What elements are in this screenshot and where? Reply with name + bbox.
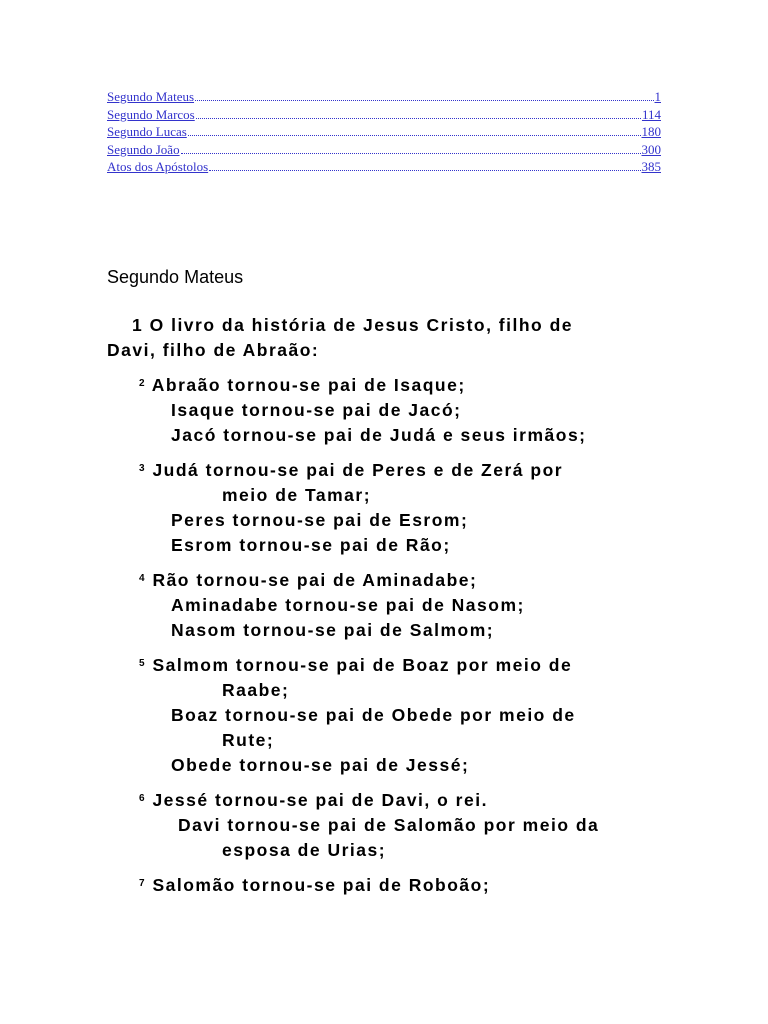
toc-entry-page[interactable]: 180 <box>641 124 661 139</box>
book-title: Segundo Mateus <box>107 267 244 287</box>
verse-5-line-2: Raabe; <box>222 680 290 700</box>
verse-7-line-1 <box>139 873 490 898</box>
intro-text: O livro da história de Jesus Cristo, filho de <box>149 315 574 335</box>
toc-entry-label[interactable]: Segundo Marcos <box>107 106 195 122</box>
toc-entry-page[interactable]: 114 <box>641 106 661 122</box>
toc-entry-page[interactable]: 385 <box>641 159 661 174</box>
intro-line-2: Davi, filho de Abraão: <box>107 340 320 360</box>
verse-text: Judá tornou-se pai de Peres e de Zerá por <box>152 460 564 480</box>
toc-leader-dots <box>181 142 641 154</box>
verse-5-line-3: Boaz tornou-se pai de Obede por meio de <box>171 705 576 725</box>
toc-entry-segundo-lucas[interactable] <box>107 124 661 142</box>
verse-5-line-5: Obede tornou-se pai de Jessé; <box>171 755 470 775</box>
verse-6-line-3: esposa de Urias; <box>222 840 387 860</box>
toc-entry-page[interactable]: 1 <box>654 89 661 104</box>
toc-entry-segundo-marcos[interactable] <box>107 107 661 125</box>
verse-2-line-1 <box>139 373 466 398</box>
toc-leader-dots <box>188 124 641 136</box>
verse-5-line-4: Rute; <box>222 730 275 750</box>
verse-number: 3 <box>139 463 147 474</box>
verse-text: Rão tornou-se pai de Aminadabe; <box>152 570 478 590</box>
verse-text: Abraão tornou-se pai de Isaque; <box>151 375 466 395</box>
verse-number: 5 <box>139 658 147 669</box>
verse-4-line-3: Nasom tornou-se pai de Salmom; <box>171 620 495 640</box>
verse-4-line-2: Aminadabe tornou-se pai de Nasom; <box>171 595 525 615</box>
verse-3-line-3: Peres tornou-se pai de Esrom; <box>171 510 469 530</box>
verse-6-line-1 <box>139 788 488 813</box>
verse-4-line-1 <box>139 568 477 593</box>
verse-2-line-2: Isaque tornou-se pai de Jacó; <box>171 400 462 420</box>
verse-3-line-2: meio de Tamar; <box>222 485 372 505</box>
toc-entry-label[interactable]: Segundo Lucas <box>107 124 187 139</box>
verse-5-line-1 <box>139 653 572 678</box>
verse-text: Jessé tornou-se pai de Davi, o rei. <box>152 790 488 810</box>
toc-entry-page[interactable]: 300 <box>641 141 661 157</box>
toc-entry-atos-dos-apostolos[interactable] <box>107 159 661 177</box>
toc-leader-dots <box>196 107 641 119</box>
verse-3-line-1 <box>139 458 563 483</box>
intro-line-1 <box>132 313 573 338</box>
verse-3-line-4: Esrom tornou-se pai de Rão; <box>171 535 451 555</box>
chapter-number: 1 <box>132 315 144 335</box>
toc-entry-segundo-joao[interactable] <box>107 142 661 160</box>
verse-number: 6 <box>139 793 147 804</box>
table-of-contents <box>107 89 661 177</box>
verse-6-line-2: Davi tornou-se pai de Salomão por meio da <box>178 815 600 835</box>
toc-leader-dots <box>195 89 653 101</box>
toc-entry-label[interactable]: Segundo João <box>107 141 180 157</box>
toc-leader-dots <box>209 159 640 171</box>
verse-number: 4 <box>139 573 147 584</box>
verse-2-line-3: Jacó tornou-se pai de Judá e seus irmãos; <box>171 425 587 445</box>
toc-entry-label[interactable]: Segundo Mateus <box>107 89 195 104</box>
toc-entry-label[interactable]: Atos dos Apóstolos <box>107 159 209 174</box>
verse-text: Salmom tornou-se pai de Boaz por meio de <box>152 655 573 675</box>
verse-number: 7 <box>139 878 147 889</box>
toc-entry-segundo-mateus[interactable] <box>107 89 661 107</box>
verse-number: 2 <box>139 378 147 389</box>
verse-text: Salomão tornou-se pai de Roboão; <box>152 875 491 895</box>
